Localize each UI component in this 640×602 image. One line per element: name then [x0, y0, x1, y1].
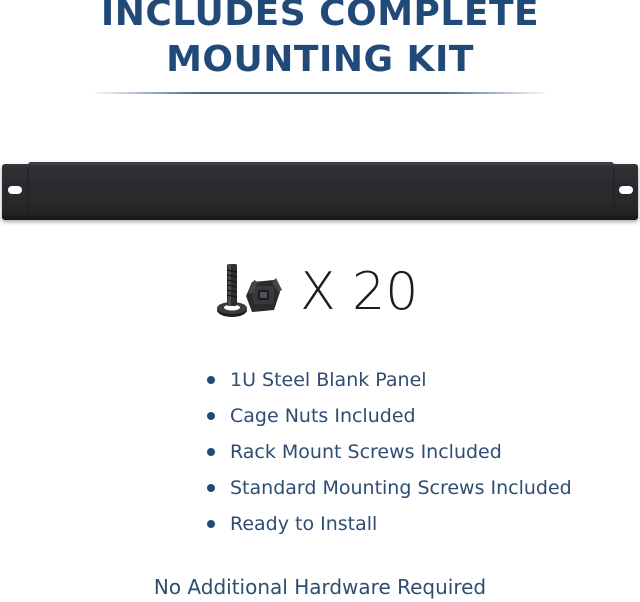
footer-note: No Additional Hardware Required	[153, 575, 487, 599]
bullet-icon	[207, 520, 215, 528]
bullet-icon	[207, 412, 215, 420]
feature-label: Cage Nuts Included	[230, 405, 416, 427]
hardware-kit-row	[212, 252, 452, 332]
feature-item	[205, 506, 572, 542]
bullet-icon	[207, 484, 215, 492]
feature-label: 1U Steel Blank Panel	[230, 369, 427, 391]
feature-label: Ready to Install	[230, 513, 378, 535]
feature-list	[205, 362, 572, 542]
title-line-2: MOUNTING KIT	[166, 39, 474, 80]
feature-label: Rack Mount Screws Included	[230, 441, 502, 463]
blank-panel-image	[0, 158, 640, 226]
quantity-label: X 20	[300, 262, 419, 322]
feature-item	[205, 362, 572, 398]
feature-item	[205, 398, 572, 434]
bullet-icon	[207, 448, 215, 456]
feature-label: Standard Mounting Screws Included	[230, 477, 572, 499]
cage-nut-and-screw-icon	[212, 252, 292, 332]
title-line-1: INCLUDES COMPLETE	[100, 0, 540, 34]
feature-item	[205, 434, 572, 470]
bullet-icon	[207, 376, 215, 384]
title-divider	[90, 92, 550, 94]
feature-item	[205, 470, 572, 506]
